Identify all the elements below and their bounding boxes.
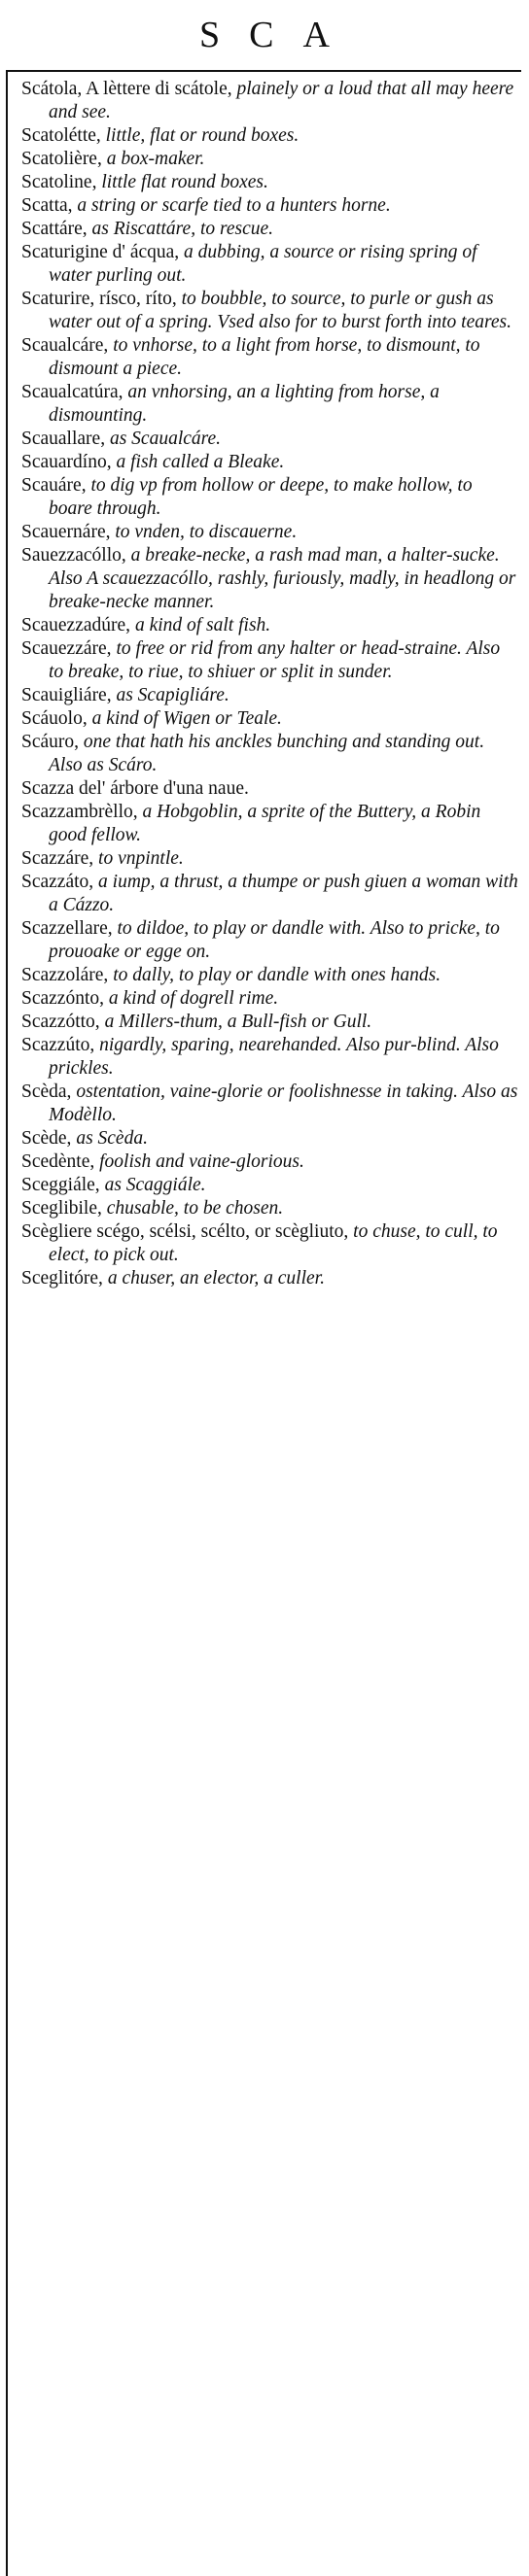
dictionary-entry (21, 241, 519, 288)
top-rule (6, 70, 521, 72)
entry-definition: to chuse, to cull, to elect, to pick out. (49, 1221, 498, 1265)
dictionary-entry (21, 987, 519, 1011)
entry-headword: Scaualcatúra, (21, 382, 123, 402)
entry-headword: Scègliere scégo, scélsi, scélto, or scègliuto, (21, 1221, 349, 1242)
entry-headword: Scauezzáre, (21, 638, 112, 659)
entry-definition: a kind of salt fish. (130, 615, 271, 635)
entry-definition: to vnhorse, to a light from horse, to dismount, to dismount a piece. (49, 335, 480, 379)
dictionary-entry (21, 1127, 519, 1151)
dictionary-entry (21, 1034, 519, 1081)
entry-headword: Scatolétte, (21, 125, 101, 146)
entry-headword: Scazzúto, (21, 1035, 95, 1055)
entry-headword: Scatta, (21, 195, 73, 216)
dictionary-entry (21, 1197, 519, 1220)
dictionary-entry (21, 148, 519, 171)
entry-headword: Sceglibile, (21, 1198, 102, 1219)
entry-headword: Scauáre, (21, 475, 87, 496)
entry-headword: Scazzáto, (21, 872, 94, 892)
entry-headword: Scáuolo, (21, 708, 88, 729)
page-title: SCA (199, 15, 359, 55)
dictionary-entry (21, 777, 519, 801)
page-header (0, 0, 529, 78)
dictionary-entry (21, 334, 519, 381)
dictionary-entry (21, 801, 519, 847)
entry-definition: a kind of Wigen or Teale. (87, 708, 282, 729)
entry-headword: Scazzónto, (21, 988, 105, 1009)
entry-definition: ostentation, vaine-glorie or foolishnesse in taking. Also as Modèllo. (49, 1082, 518, 1125)
dictionary-entry (21, 171, 519, 194)
dictionary-entry (21, 1267, 519, 1290)
dictionary-entry (21, 381, 519, 428)
dictionary-entry (21, 194, 519, 218)
entry-definition: to boubble, to source, to purle or gush as water out of a spring. Vsed also for to burst forth into teares. (49, 289, 511, 332)
entry-headword: Scazzellare, (21, 918, 113, 939)
entry-headword: Sceglitóre, (21, 1268, 103, 1288)
entry-headword: Scauardíno, (21, 452, 112, 472)
dictionary-entry (21, 1011, 519, 1034)
dictionary-entry (21, 1174, 519, 1197)
entry-definition: to free or rid from any halter or head-straine. Also to breake, to riue, to shiuer or split in sunder. (49, 638, 501, 682)
entry-definition: to vnden, to discauerne. (110, 522, 298, 542)
dictionary-entry (21, 474, 519, 521)
entry-headword: Scatoline, (21, 172, 97, 192)
dictionary-entry (21, 847, 519, 871)
entry-headword: Scazza del' árbore d'una naue. (21, 778, 249, 799)
entry-headword: Scazzoláre, (21, 965, 109, 985)
dictionary-column (21, 78, 519, 1290)
entry-definition: as Riscattáre, to rescue. (87, 219, 274, 239)
entry-headword: Scattáre, (21, 219, 88, 239)
entry-definition: one that hath his anckles bunching and standing out. Also as Scáro. (49, 732, 485, 775)
entry-definition: a chuser, an elector, a culler. (102, 1268, 325, 1288)
dictionary-entry (21, 451, 519, 474)
dictionary-entry (21, 871, 519, 917)
entry-definition: a dubbing, a source or rising spring of water purling out. (49, 242, 477, 286)
entry-definition: as Scaggiále. (99, 1175, 206, 1195)
dictionary-entry (21, 521, 519, 544)
entry-headword: Scède, (21, 1128, 72, 1149)
dictionary-entry (21, 288, 519, 334)
column-rule (6, 70, 8, 2576)
entry-definition: to vnpintle. (93, 848, 184, 869)
entry-definition: a fish called a Bleake. (111, 452, 285, 472)
entry-definition: a iump, a thrust, a thumpe or push giuen a woman with a Cázzo. (49, 872, 518, 915)
entry-headword: Scatolière, (21, 149, 102, 169)
entry-definition: an vnhorsing, an a lighting from horse, a dismounting. (49, 382, 440, 426)
entry-definition: foolish and vaine-glorious. (94, 1151, 304, 1172)
entry-definition: a kind of dogrell rime. (104, 988, 279, 1009)
dictionary-entry (21, 78, 519, 124)
dictionary-entry (21, 1151, 519, 1174)
dictionary-entry (21, 1220, 519, 1267)
dictionary-entry (21, 707, 519, 731)
entry-definition: chusable, to be chosen. (101, 1198, 284, 1219)
entry-headword: Scaturigine d' ácqua, (21, 242, 180, 262)
entry-definition: a breake-necke, a rash mad man, a halter-sucke. Also A scauezzacóllo, rashly, furiously, madly, in headlong or breake-necke manner. (49, 545, 516, 612)
dictionary-entry (21, 684, 519, 707)
entry-headword: Scáuro, (21, 732, 80, 752)
dictionary-entry (21, 637, 519, 684)
entry-headword: Scazzótto, (21, 1012, 100, 1032)
entry-definition: a box-maker. (101, 149, 205, 169)
dictionary-entry (21, 614, 519, 637)
entry-headword: Scèda, (21, 1082, 72, 1102)
dictionary-entry (21, 731, 519, 777)
entry-headword: Scaturire, rísco, ríto, (21, 289, 177, 309)
dictionary-entry (21, 428, 519, 451)
entry-definition: to dig vp from hollow or deepe, to make hollow, to boare through. (49, 475, 473, 519)
entry-headword: Scauigliáre, (21, 685, 112, 705)
entry-definition: little flat round boxes. (96, 172, 268, 192)
entry-headword: Scedènte, (21, 1151, 95, 1172)
entry-definition: a Millers-thum, a Bull-fish or Gull. (99, 1012, 372, 1032)
dictionary-entry (21, 964, 519, 987)
entry-definition: plainely or a loud that all may heere and see. (49, 79, 514, 122)
entry-definition: a Hobgoblin, a sprite of the Buttery, a Robin good fellow. (49, 802, 481, 845)
dictionary-entry (21, 124, 519, 148)
entry-headword: Scauezzadúre, (21, 615, 131, 635)
entry-headword: Scaualcáre, (21, 335, 109, 356)
dictionary-entry (21, 218, 519, 241)
dictionary-entry (21, 1081, 519, 1127)
entry-headword: Scátola, A lèttere di scátole, (21, 79, 232, 99)
entry-headword: Sauezzacóllo, (21, 545, 126, 566)
entry-definition: as Scaualcáre. (105, 429, 222, 449)
entry-definition: nigardly, sparing, nearehanded. Also pur-blind. Also prickles. (49, 1035, 499, 1079)
entry-definition: as Scèda. (71, 1128, 148, 1149)
entry-definition: little, flat or round boxes. (100, 125, 300, 146)
entry-definition: as Scapigliáre. (111, 685, 229, 705)
entry-headword: Sceggiále, (21, 1175, 100, 1195)
entry-headword: Scauallare, (21, 429, 106, 449)
dictionary-entry (21, 917, 519, 964)
entry-definition: to dildoe, to play or dandle with. Also to pricke, to prouoake or egge on. (49, 918, 500, 962)
entry-headword: Scauernáre, (21, 522, 111, 542)
entry-headword: Scazzambrèllo, (21, 802, 138, 822)
entry-headword: Scazzáre, (21, 848, 94, 869)
entry-definition: to dally, to play or dandle with ones hands. (108, 965, 441, 985)
dictionary-entry (21, 544, 519, 614)
entry-definition: a string or scarfe tied to a hunters horne. (72, 195, 391, 216)
